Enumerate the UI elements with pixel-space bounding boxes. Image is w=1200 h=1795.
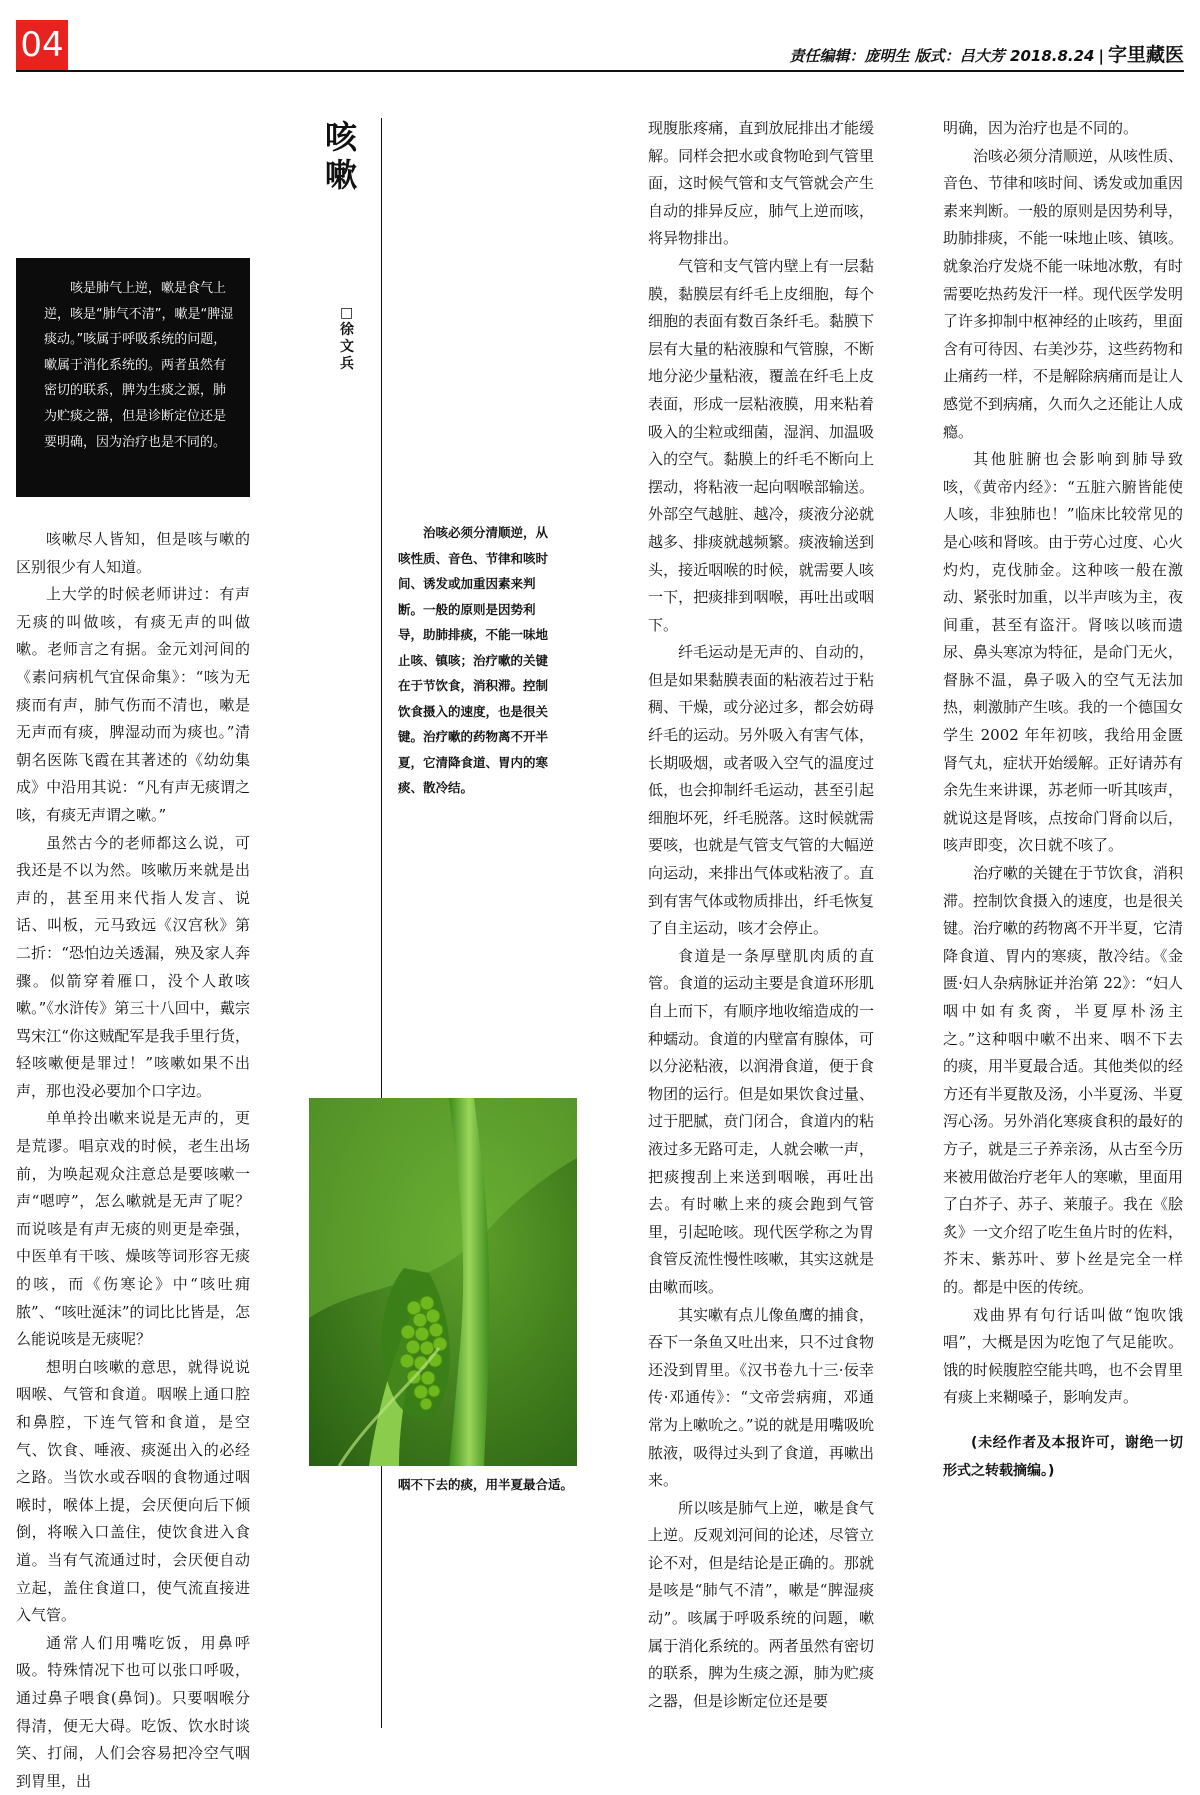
photo-caption: 咽不下去的痰，用半夏最合适。 bbox=[398, 1477, 574, 1492]
paragraph: 通常人们用嘴吃饭，用鼻呼吸。特殊情况下也可以张口呼吸，通过鼻子喂食(鼻饲)。只要咽喉分得清，便无大碍。吃饭、饮水时谈笑、打闹，人们会容易把冷空气咽到胃里，出 bbox=[16, 1633, 250, 1790]
header-rule bbox=[16, 70, 1184, 72]
paragraph: 其他脏腑也会影响到肺导致咳，《黄帝内经》：“五脏六腑皆能使人咳，非独肺也！”临床比较常见的是心咳和肾咳。由于劳心过度、心火灼灼，克伐肺金。这种咳一般在激动、紧张时加重，以半声咳为主，夜间重，甚至有盗汗。肾咳以咳而遗尿、鼻头寒凉为特征，是命门无火，督脉不温，鼻子吸入的空气无法加热，刺激肺产生咳。我的一个德国女学生 2002 年年初咳，我给用金匮肾气丸，症状开始缓解。正好请苏有余先生来讲课，苏老师一听其咳声，就说这是肾咳，点按命门肾俞以后，咳声即变，次日就不咳了。 bbox=[943, 450, 1184, 855]
pinellia-plant-image bbox=[309, 1098, 577, 1466]
pull-quote-text: 治咳必须分清顺逆，从咳性质、音色、节律和咳时间、诱发或加重因素来判断。一般的原则是因势利导，助肺排痰，不能一味地止咳、镇咳；治疗嗽的关键在于节饮食，消积滞。控制饮食摄入的速度，也是很关键。治疗嗽的药物离不开半夏，它清降食道、胃内的寒痰、散冷结。 bbox=[398, 525, 549, 795]
paragraph: 单单拎出嗽来说是无声的，更是荒谬。唱京戏的时候，老生出场前，为唤起观众注意总是要咳嗽一声“嗯哼”，怎么嗽就是无声了呢？而说咳是有声无痰的则更是牵强，中医单有干咳、燥咳等词形容无痰的咳，而《伤寒论》中“咳吐痈脓”、“咳吐涎沫”的词比比皆是，怎么能说咳是无痰呢？ bbox=[16, 1109, 250, 1349]
paragraph: 上大学的时候老师讲过：有声无痰的叫做咳，有痰无声的叫做嗽。老师言之有据。金元刘河间的《素问病机气宜保命集》：“咳为无痰而有声，肺气伤而不清也，嗽是无声而有痰，脾湿动而为痰也。”清朝名医陈飞霞在其著述的《幼幼集成》中沿用其说：“凡有声无痰谓之咳，有痰无声谓之嗽。” bbox=[16, 585, 250, 824]
header-separator: | bbox=[1098, 47, 1104, 65]
paragraph: 咳嗽尽人皆知，但是咳与嗽的区别很少有人知道。 bbox=[16, 530, 250, 576]
paragraph: 治疗嗽的关键在于节饮食，消积滞。控制饮食摄入的速度，也是很关键。治疗嗽的药物离不开半夏，它清降食道、胃内的寒痰，散冷结。《金匮·妇人杂病脉证并治第 22》：“妇人咽中如有炙脔，半夏厚朴汤主之。”这种咽中嗽不出来、咽不下去的痰，用半夏最合适。其他类似的经方还有半夏散及汤，小半夏汤、半夏泻心汤。另外消化寒痰食积的最好的方子，就是三子养亲汤，从古至今历来被用做治疗老年人的寒嗽，里面用了白芥子、苏子、莱菔子。我在《脍炙》一文介绍了吃生鱼片时的佐料，芥末、紫苏叶、萝卜丝是完全一样的。都是中医的传统。 bbox=[943, 864, 1184, 1296]
issue-date: 2018.8.24 bbox=[1010, 47, 1095, 65]
paragraph: 戏曲界有句行话叫做“饱吹饿唱”，大概是因为吃饱了气足能吹。饿的时候腹腔空能共鸣，也不会胃里有痰上来糊嗓子，影响发声。 bbox=[943, 1305, 1184, 1407]
paragraph: 食道是一条厚壁肌肉质的直管。食道的运动主要是食道环形肌自上而下，有顺序地收缩造成的一种蠕动。食道的内壁富有腺体，可以分泌粘液，以润滑食道，便于食物团的运行。但是如果饮食过量、过于肥腻，贲门闭合，食道内的粘液过多无路可走，人就会嗽一声，把痰搜刮上来送到咽喉，再吐出去。有时嗽上来的痰会跑到气管里，引起呛咳。现代医学称之为胃食管反流性慢性咳嗽，其实这就是由嗽而咳。 bbox=[648, 946, 874, 1296]
article-column-3 bbox=[943, 115, 1183, 1485]
paragraph: 所以咳是肺气上逆，嗽是食气上逆。反观刘河间的论述，尽管立论不对，但是结论是正确的。那就是咳是“肺气不清”，嗽是“脾湿痰动”。咳属于呼吸系统的问题，嗽属于消化系统的。两者虽然有密切的联系，脾为生痰之源，肺为贮痰之器，但是诊断定位还是要 bbox=[648, 1498, 874, 1710]
paragraph: 治咳必须分清顺逆，从咳性质、音色、节律和咳时间、诱发或加重因素来判断。一般的原则是因势利导，助肺排痰，不能一味地止咳、镇咳。就象治疗发烧不能一味地冰敷，有时需要吃热药发汗一样。现代医学发明了许多抑制中枢神经的止咳药，里面含有可待因、右美沙芬，这些药物和止痛药一样，不是解除病痛而是让人感觉不到病痛，久而久之还能让人成瘾。 bbox=[943, 146, 1184, 441]
pinellia-photo bbox=[309, 1098, 577, 1466]
paragraph: 虽然古今的老师都这么说，可我还是不以为然。咳嗽历来就是出声的，甚至用来代指人发言、说话、叫板，元马致远《汉宫秋》第二折：“恐怕边关透漏，殃及家人奔骤。似箭穿着雁口，没个人敢咳嗽。”《水浒传》第三十八回中，戴宗骂宋江“你这贼配军是我手里行货，轻咳嗽便是罪过！”咳嗽如果不出声，那也没必要加个口字边。 bbox=[16, 833, 250, 1100]
column-divider bbox=[381, 118, 382, 1728]
article-column-1 bbox=[16, 526, 250, 1795]
page-number: 04 bbox=[16, 20, 68, 70]
layout-credit: 版式：吕大芳 bbox=[914, 47, 1005, 65]
paragraph: 气管和支气管内壁上有一层黏膜，黏膜层有纤毛上皮细胞，每个细胞的表面有数百条纤毛。黏膜下层有大量的粘液腺和气管腺，不断地分泌少量粘液，覆盖在纤毛上皮表面，形成一层粘液膜，用来粘着吸入的尘粒或细菌，湿润、加温吸入的空气。黏膜上的纤毛不断向上摆动，将粘液一起向咽喉部输送。外部空气越脏、越冷，痰液分泌就越多、排痰就越频繁。痰液输送到头，接近咽喉的时候，就需要人咳一下，把痰排到咽喉，再吐出或咽下。 bbox=[648, 256, 874, 634]
paragraph: 现腹胀疼痛，直到放屁排出才能缓解。同样会把水或食物呛到气管里面，这时候气管和支气管就会产生自动的排异反应，肺气上逆而咳，将异物排出。 bbox=[648, 119, 874, 248]
pull-quote bbox=[398, 520, 560, 801]
paragraph: 其实嗽有点儿像鱼鹰的捕食，吞下一条鱼又吐出来，只不过食物还没到胃里。《汉书卷九十三·佞幸传·邓通传》：“文帝尝病痈，邓通常为上嗽吮之。”说的就是用嘴吸吮脓液，吸得过头到了食道，再嗽出来。 bbox=[648, 1305, 874, 1490]
intro-text: 咳是肺气上逆，嗽是食气上逆，咳是“肺气不清”，嗽是“脾湿痰动。”咳属于呼吸系统的问题，嗽属于消化系统的。两者虽然有密切的联系，脾为生痰之源，肺为贮痰之器，但是诊断定位还是要明确，因为治疗也是不同的。 bbox=[44, 281, 234, 450]
article-author: □徐文兵 bbox=[340, 305, 354, 372]
article-title: 咳嗽 bbox=[325, 118, 358, 194]
paragraph: 纤毛运动是无声的、自动的，但是如果黏膜表面的粘液若过于粘稠、干燥，或分泌过多，都会妨碍纤毛的运动。另外吸入有害气体，长期吸烟，或者吸入空气的温度过低，也会抑制纤毛运动，甚至引起细胞坏死，纤毛脱落。这时候就需要咳，也就是气管支气管的大幅逆向运动，来排出气体或粘液了。直到有害气体或物质排出，纤毛恢复了自主运动，咳才会停止。 bbox=[648, 643, 874, 938]
editor-credit: 责任编辑：庞明生 bbox=[789, 47, 910, 65]
section-name: 字里藏医 bbox=[1107, 44, 1184, 66]
article-column-2 bbox=[648, 115, 874, 1715]
page-header bbox=[790, 40, 1184, 67]
paragraph: 想明白咳嗽的意思，就得说说咽喉、气管和食道。咽喉上通口腔和鼻腔，下连气管和食道，是空气、饮食、唾液、痰涎出入的必经之路。当饮水或吞咽的食物通过咽喉时，喉体上提，会厌便向后下倾倒，将喉入口盖住，使饮食进入食道。当有气流通过时，会厌便自动立起，盖住食道口，使气流直接进入气管。 bbox=[16, 1357, 250, 1625]
intro-box bbox=[16, 258, 250, 497]
copyright-notice: (未经作者及本报许可，谢绝一切形式之转载摘编。) bbox=[943, 1434, 1183, 1479]
paragraph: 明确，因为治疗也是不同的。 bbox=[943, 119, 1139, 137]
